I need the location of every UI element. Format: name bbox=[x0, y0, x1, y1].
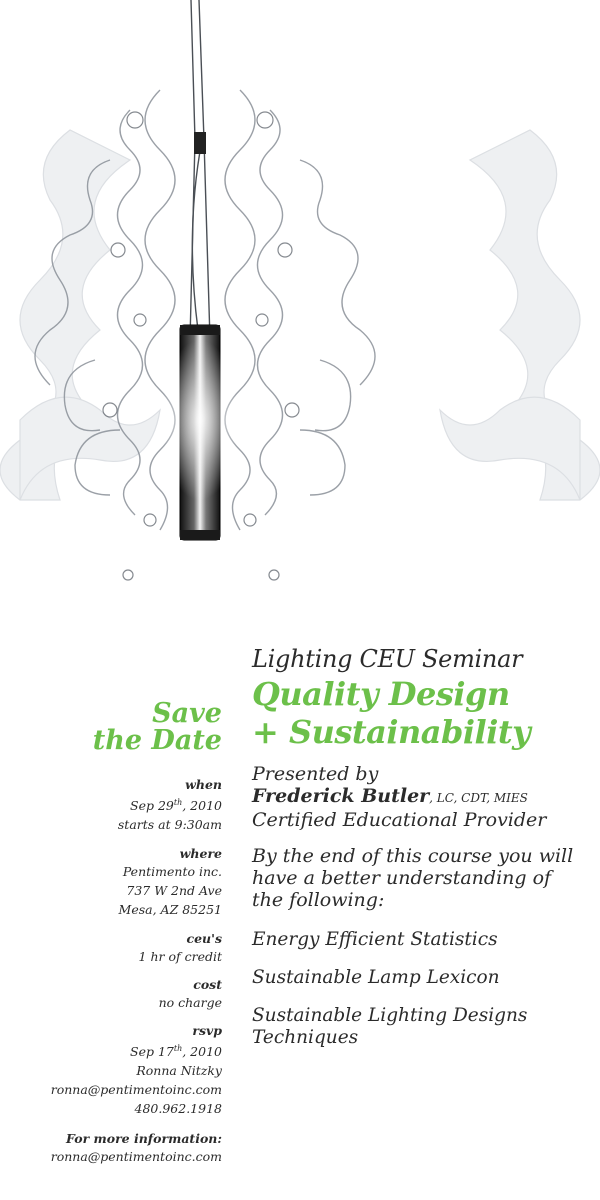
ceus-block bbox=[2, 930, 222, 966]
seminar-headline bbox=[252, 675, 592, 751]
topic-item: Energy Efficient Statistics bbox=[252, 929, 498, 950]
cost-label: cost bbox=[193, 977, 222, 993]
event-details-column bbox=[2, 700, 222, 1166]
where-block bbox=[2, 845, 222, 919]
more-info-email: ronna@pentimentoinc.com bbox=[50, 1149, 222, 1165]
seminar-column bbox=[252, 643, 592, 1049]
more-info-label: For more information: bbox=[66, 1131, 222, 1147]
rsvp-block bbox=[2, 1022, 222, 1118]
presenter-name: Frederick Butler bbox=[252, 785, 430, 807]
topic-item: Sustainable Lighting Designs Techniques bbox=[252, 1005, 528, 1048]
save-the-date-heading bbox=[2, 700, 222, 754]
rsvp-phone: 480.962.1918 bbox=[134, 1101, 222, 1117]
where-line: 737 W 2nd Ave bbox=[126, 883, 222, 899]
headline-line-1: Quality Design bbox=[252, 675, 510, 713]
rsvp-name: Ronna Nitzky bbox=[136, 1063, 222, 1079]
rsvp-date-suffix: , 2010 bbox=[182, 1044, 222, 1060]
where-line: Mesa, AZ 85251 bbox=[118, 902, 222, 918]
seminar-kicker: Lighting CEU Seminar bbox=[252, 645, 523, 673]
more-info-block bbox=[2, 1130, 222, 1166]
ceus-value: 1 hr of credit bbox=[138, 949, 222, 965]
headline-line-2: + Sustainability bbox=[252, 713, 531, 751]
when-time: starts at 9:30am bbox=[117, 817, 222, 833]
rsvp-email: ronna@pentimentoinc.com bbox=[50, 1082, 222, 1098]
provider-line: Certified Educational Provider bbox=[252, 809, 547, 831]
the-date-line: the Date bbox=[92, 725, 222, 756]
when-date-suffix: , 2010 bbox=[182, 798, 222, 814]
where-label: where bbox=[179, 846, 222, 862]
save-line: Save bbox=[152, 698, 222, 729]
when-label: when bbox=[185, 777, 222, 792]
cost-value: no charge bbox=[158, 995, 222, 1011]
ceus-label: ceu's bbox=[186, 931, 222, 947]
rsvp-date-sup: th bbox=[173, 1044, 183, 1054]
when-date bbox=[2, 793, 222, 815]
where-line: Pentimento inc. bbox=[122, 864, 222, 880]
rsvp-label: rsvp bbox=[192, 1023, 222, 1039]
presented-by: Presented by bbox=[252, 763, 379, 785]
cost-block bbox=[2, 976, 222, 1012]
rsvp-date-prefix: Sep 17 bbox=[130, 1044, 174, 1060]
when-date-prefix: Sep 29 bbox=[130, 798, 174, 814]
presenter-line bbox=[252, 785, 592, 809]
rsvp-date bbox=[2, 1039, 222, 1061]
topic-item: Sustainable Lamp Lexicon bbox=[252, 967, 500, 988]
when-date-sup: th bbox=[173, 798, 183, 807]
when-block bbox=[2, 776, 222, 834]
course-intro: By the end of this course you will have a better understanding of the following: bbox=[252, 845, 574, 911]
presenter-credentials: , LC, CDT, MIES bbox=[429, 791, 528, 805]
